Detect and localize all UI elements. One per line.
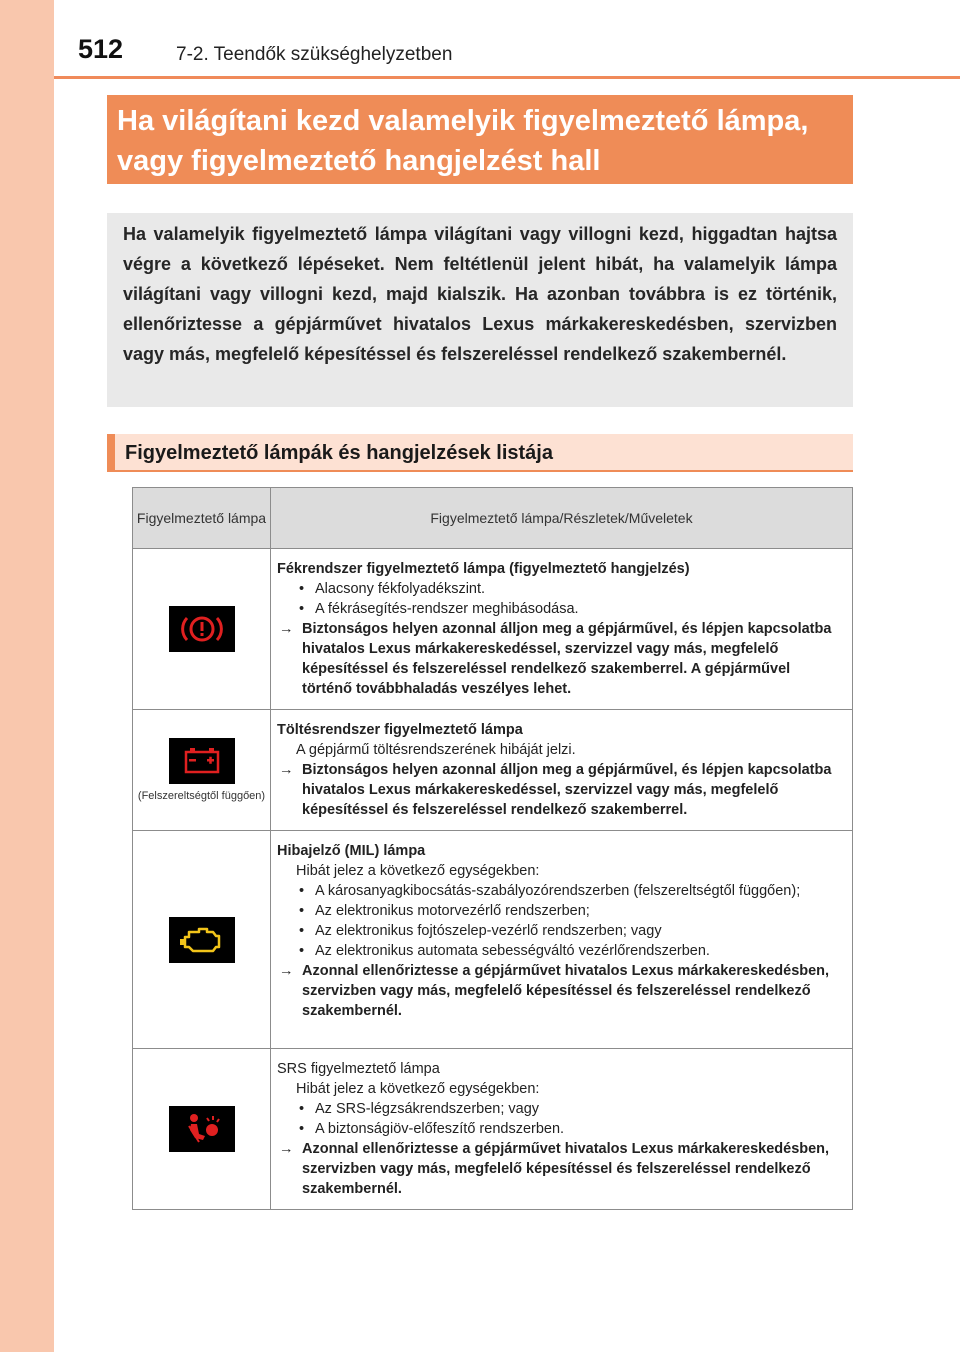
item-title: SRS figyelmeztető lámpa bbox=[277, 1061, 440, 1077]
subheading: Figyelmeztető lámpák és hangjelzések listája bbox=[125, 442, 553, 464]
table-row bbox=[133, 710, 853, 831]
description: A gépjármű töltésrendszerének hibáját jelzi. bbox=[296, 742, 576, 758]
details-cell bbox=[271, 831, 853, 1049]
action-label: Biztonságos helyen azonnal álljon meg a gépjárművel, és lépjen kapcsolatba hivatalos Lexus márkakereskedéssel, szervizzel vagy más, megfelelő képesítéssel és felszereléssel rendelkező szakemberrel. A gépjárművel történő továbbhaladás veszélyes lehet. bbox=[302, 621, 832, 697]
table-header-row bbox=[133, 488, 853, 549]
page-side-strip bbox=[0, 0, 54, 1352]
title-banner bbox=[107, 95, 853, 184]
action-text bbox=[277, 1139, 840, 1199]
description: Hibát jelez a következő egységekben: bbox=[296, 863, 540, 879]
availability-note: (Felszereltségtől függően) bbox=[137, 789, 266, 802]
action-text bbox=[277, 961, 840, 1021]
icon-cell bbox=[133, 831, 271, 1049]
header-divider bbox=[54, 76, 960, 79]
arrow-icon: → bbox=[279, 621, 294, 637]
list-item: • Az elektronikus motorvezérlő rendszerben; bbox=[277, 901, 840, 921]
details-cell bbox=[271, 710, 853, 831]
arrow-icon: → bbox=[279, 762, 294, 778]
description: Hibát jelez a következő egységekben: bbox=[296, 1081, 540, 1097]
icon-cell bbox=[133, 1049, 271, 1210]
action-label: Biztonságos helyen azonnal álljon meg a gépjárművel, és lépjen kapcsolatba hivatalos Lexus márkakereskedéssel, szervizzel vagy más, megfelelő képesítéssel és felszereléssel rendelkező szakemberrel. bbox=[302, 762, 832, 818]
details-cell bbox=[271, 1049, 853, 1210]
list-item: • Az elektronikus automata sebességváltó vezérlőrendszerben. bbox=[277, 941, 840, 961]
table-row bbox=[133, 831, 853, 1049]
table-header-cell: Figyelmeztető lámpa/Részletek/Műveletek bbox=[271, 488, 853, 549]
brake-warning-icon bbox=[169, 606, 235, 652]
page-number: 512 bbox=[78, 34, 124, 64]
intro-text: Ha valamelyik figyelmeztető lámpa világítani vagy villogni kezd, higgadtan hajtsa végre a következő lépéseket. Nem feltétlenül jelent hibát, ha valamelyik lámpa világítani vagy villogni kezd, majd kialszik. Ha azonban továbbra is ez történik, ellenőriztesse a gépjárművet hivatalos Lexus márkakereskedésben, szervizben vagy más, megfelelő képesítéssel és felszereléssel rendelkező szakembernél. bbox=[123, 224, 837, 364]
subheading-bar bbox=[107, 434, 853, 472]
arrow-icon: → bbox=[279, 963, 294, 979]
page-header bbox=[78, 34, 938, 74]
list-item: • A fékrásegítés-rendszer meghibásodása. bbox=[277, 599, 840, 619]
table-header-cell: Figyelmeztető lámpa bbox=[133, 488, 271, 549]
list-item: • Az SRS-légzsákrendszerben; vagy bbox=[277, 1099, 840, 1119]
list-item: • A károsanyagkibocsátás-szabályozórendszerben (felszereltségtől függően); bbox=[277, 881, 840, 901]
item-title: Töltésrendszer figyelmeztető lámpa bbox=[277, 722, 523, 738]
item-title: Hibajelző (MIL) lámpa bbox=[277, 843, 426, 859]
action-text bbox=[277, 760, 840, 820]
arrow-icon: → bbox=[279, 1141, 294, 1157]
warning-lights-table bbox=[132, 487, 853, 1210]
battery-charging-icon bbox=[169, 738, 235, 784]
icon-cell bbox=[133, 549, 271, 710]
action-label: Azonnal ellenőriztesse a gépjárművet hivatalos Lexus márkakereskedésben, szervizben vagy más, megfelelő képesítéssel és felszereléssel rendelkező szakembernél. bbox=[302, 963, 830, 1019]
list-item: • Az elektronikus fojtószelep-vezérlő rendszerben; vagy bbox=[277, 921, 840, 941]
action-label: Azonnal ellenőriztesse a gépjárművet hivatalos Lexus márkakereskedésben, szervizben vagy más, megfelelő képesítéssel és felszereléssel rendelkező szakembernél. bbox=[302, 1141, 830, 1197]
table-row bbox=[133, 1049, 853, 1210]
section-title: 7-2. Teendők szükséghelyzetben bbox=[176, 44, 453, 65]
action-text bbox=[277, 619, 840, 699]
list-item: • Alacsony fékfolyadékszint. bbox=[277, 579, 840, 599]
icon-cell bbox=[133, 710, 271, 831]
check-engine-icon bbox=[169, 917, 235, 963]
details-cell bbox=[271, 549, 853, 710]
table-row bbox=[133, 549, 853, 710]
list-item: • A biztonságiöv-előfeszítő rendszerben. bbox=[277, 1119, 840, 1139]
page-title: Ha világítani kezd valamelyik figyelmeztető lámpa, vagy figyelmeztető hangjelzést hall bbox=[117, 105, 809, 177]
srs-airbag-icon bbox=[169, 1106, 235, 1152]
item-title: Fékrendszer figyelmeztető lámpa (figyelmeztető hangjelzés) bbox=[277, 561, 690, 577]
intro-box bbox=[107, 213, 853, 407]
